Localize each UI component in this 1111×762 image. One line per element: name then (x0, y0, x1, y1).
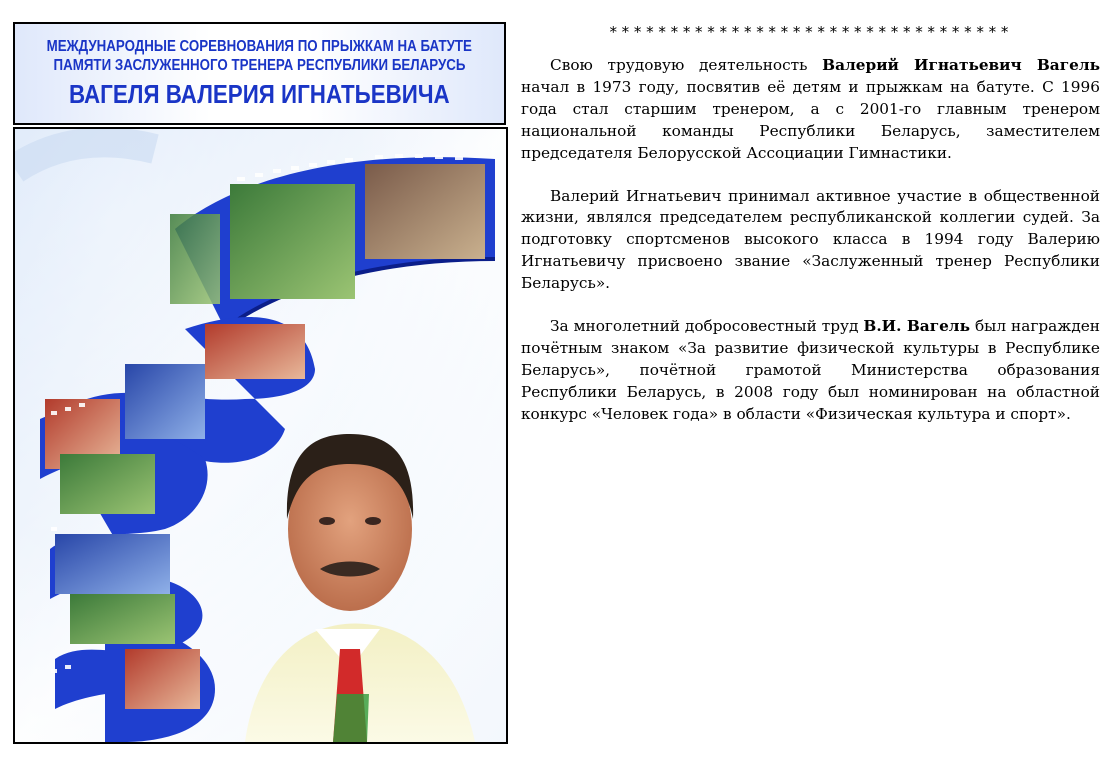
p3-text-end: был награжден почётным знаком «За развитие физической культуры в Республике Беларусь», почётной грамотой Министерства образования Республики Беларусь, в 2008 году был номинирован на областной конкурс «Человек года» в области «Физическая культура и спорт». (521, 317, 1100, 423)
paragraph-2: Валерий Игнатьевич принимал активное участие в общественной жизни, являлся председателем республиканской коллегии судей. За подготовку спортсменов высокого класса в 1994 году Валерию Игнатьевичу присвоено звание «Заслуженный тренер Республики Беларусь». (521, 186, 1100, 293)
banner-name-line: ВАГЕЛЯ ВАЛЕРИЯ ИГНАТЬЕВИЧА (69, 79, 450, 109)
p3-text-start: За многолетний добросовестный труд (550, 317, 864, 336)
stars-divider: ********************************* (608, 23, 1013, 41)
poster-illustration (15, 129, 506, 742)
paragraph-1 (521, 55, 1100, 165)
paragraph-3 (521, 316, 1100, 426)
p1-name-bold: Валерий Игнатьевич Вагель (822, 56, 1100, 74)
banner-line-2: ПАМЯТИ ЗАСЛУЖЕННОГО ТРЕНЕРА РЕСПУБЛИКИ БЕЛАРУСЬ (53, 57, 466, 74)
p3-name-bold: В.И. Вагель (863, 317, 970, 336)
title-banner (13, 22, 506, 125)
p1-text-start: Свою трудовую деятельность (550, 56, 823, 74)
article (521, 22, 1100, 447)
poster-image (13, 127, 508, 744)
banner-line-1: МЕЖДУНАРОДНЫЕ СОРЕВНОВАНИЯ ПО ПРЫЖКАМ НА БАТУТЕ (46, 38, 473, 55)
p1-text-end: начал в 1973 году, посвятив её детям и прыжкам на батуте. С 1996 года стал старшим тренером, а с 2001-го главным тренером национальной команды Республики Беларусь, заместителем председателя Белорусской Ассоциации Гимнастики. (521, 77, 1100, 162)
